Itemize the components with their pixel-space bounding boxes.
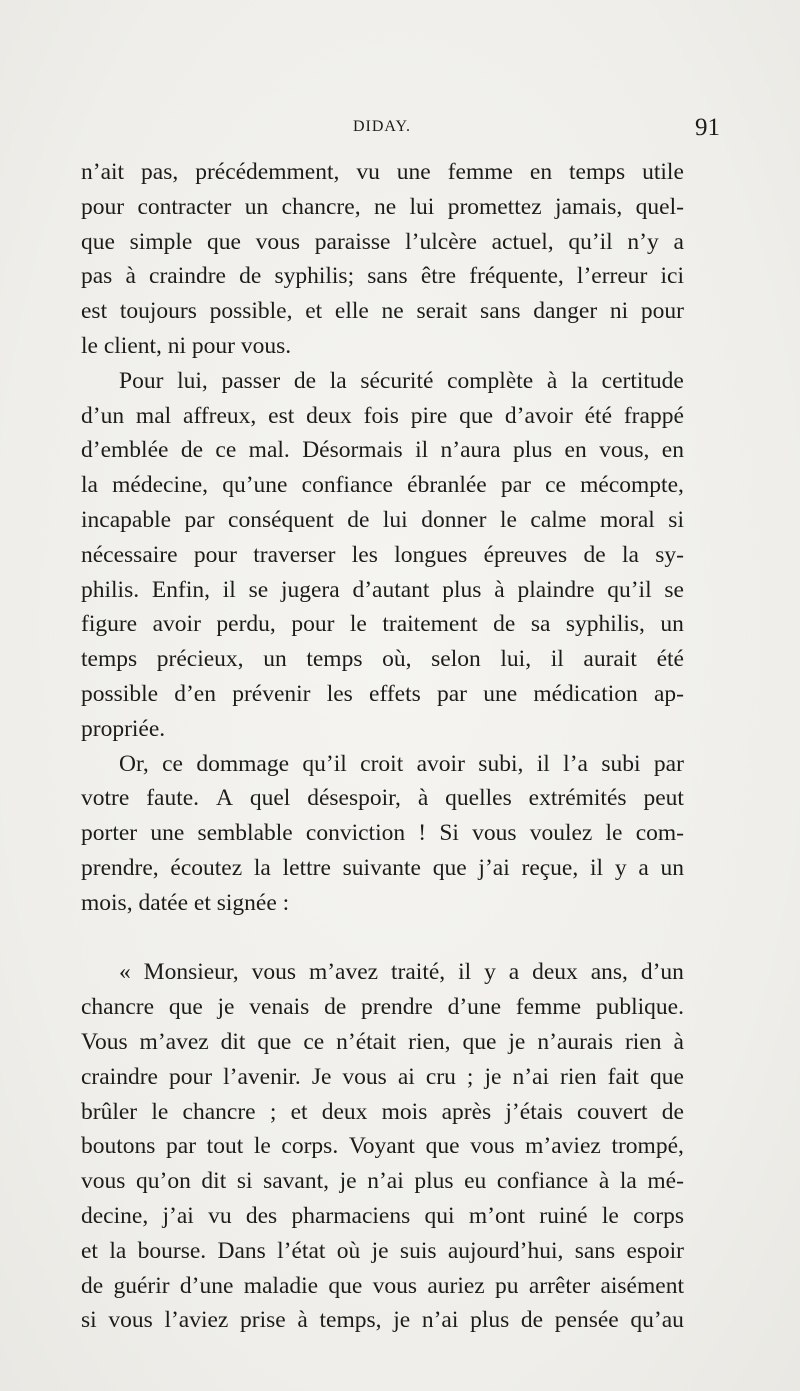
text-line: Vous m’avez dit que ce n’était rien, que je n’aurais rien à (81, 1028, 684, 1055)
text-line: possible d’en prévenir les effets par une médication ap- (81, 680, 684, 707)
text-line: si vous l’aviez prise à temps, je n’ai plus de pensée qu’au (81, 1307, 684, 1334)
paragraph (81, 155, 684, 364)
paragraph-gap (81, 921, 684, 956)
text-line: que simple que vous paraisse l’ulcère actuel, qu’il n’y a (81, 228, 684, 255)
text-line: Or, ce dommage qu’il croit avoir subi, il l’a subi par (119, 750, 684, 777)
text-line: mois, datée et signée : (81, 889, 290, 916)
text-line: d’emblée de ce mal. Désormais il n’aura plus en vous, en (81, 437, 684, 464)
text-line: pour contracter un chancre, ne lui promettez jamais, quel- (81, 193, 684, 220)
running-title: DIDAY. (352, 118, 411, 135)
text-line: brûler le chancre ; et deux mois après j’étais couvert de (81, 1098, 684, 1125)
paragraph (81, 747, 684, 921)
text-line: la médecine, qu’une confiance ébranlée par ce mécompte, (81, 472, 684, 499)
text-line: nécessaire pour traverser les longues épreuves de la sy- (81, 541, 684, 568)
text-line: chancre que je venais de prendre d’une femme publique. (81, 994, 684, 1021)
paragraph (81, 364, 684, 747)
body-text (81, 155, 684, 1338)
text-line: porter une semblable conviction ! Si vous voulez le com- (81, 820, 684, 847)
text-line: le client, ni pour vous. (81, 332, 292, 359)
text-line: incapable par conséquent de lui donner le calme moral si (81, 506, 684, 533)
text-line: de guérir d’une maladie que vous auriez pu arrêter aisément (81, 1272, 684, 1299)
text-line: boutons par tout le corps. Voyant que vous m’aviez trompé, (81, 1133, 684, 1160)
text-line: Pour lui, passer de la sécurité complète à la certitude (119, 367, 684, 394)
text-line: d’un mal affreux, est deux fois pire que d’avoir été frappé (81, 402, 684, 429)
paragraph (81, 955, 684, 1338)
text-line: philis. Enfin, il se jugera d’autant plus à plaindre qu’il se (81, 576, 684, 603)
text-line: pas à craindre de syphilis; sans être fréquente, l’erreur ici (81, 263, 684, 290)
text-line: n’ait pas, précédemment, vu une femme en temps utile (81, 159, 684, 185)
text-line: prendre, écoutez la lettre suivante que j’ai reçue, il y a un (81, 854, 684, 881)
text-line: votre faute. A quel désespoir, à quelles extrémités peut (81, 785, 684, 812)
text-line: figure avoir perdu, pour le traitement de sa syphilis, un (81, 611, 684, 638)
text-line: craindre pour l’avenir. Je vous ai cru ; je n’ai rien fait que (81, 1063, 684, 1090)
text-line: decine, j’ai vu des pharmaciens qui m’ont ruiné le corps (81, 1202, 684, 1229)
page-number: 91 (695, 114, 720, 141)
text-line: propriée. (81, 715, 166, 742)
text-line: temps précieux, un temps où, selon lui, il aurait été (81, 646, 684, 673)
running-head (82, 114, 720, 144)
text-line: et la bourse. Dans l’état où je suis aujourd’hui, sans espoir (81, 1237, 684, 1264)
text-line: « Monsieur, vous m’avez traité, il y a deux ans, d’un (119, 959, 684, 986)
text-line: est toujours possible, et elle ne serait sans danger ni pour (81, 298, 684, 325)
text-line: vous qu’on dit si savant, je n’ai plus eu confiance à la mé- (81, 1168, 684, 1195)
